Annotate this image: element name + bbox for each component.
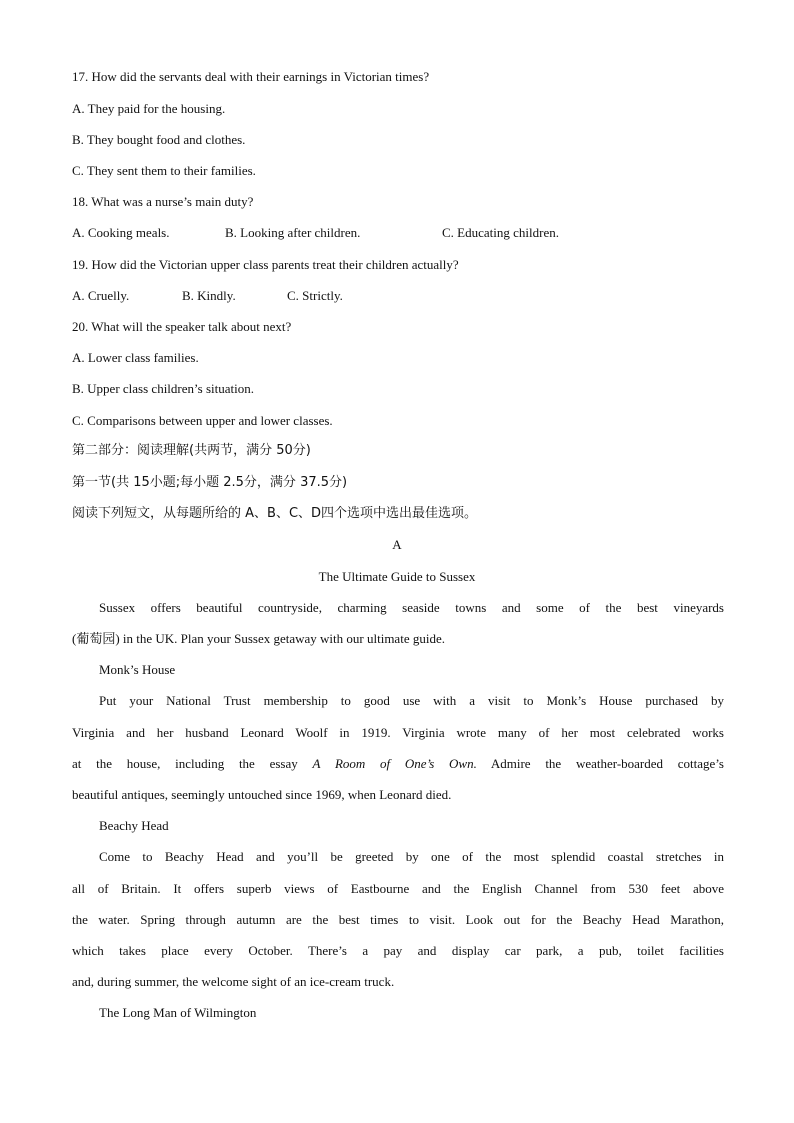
question-17-option-a: A. They paid for the housing.	[72, 101, 226, 116]
question-19-stem: 19. How did the Victorian upper class parents treat their children actually?	[72, 257, 459, 272]
question-20-stem: 20. What will the speaker talk about next?	[72, 319, 292, 334]
intro-line-2: (葡萄园) in the UK. Plan your Sussex getaway with our ultimate guide.	[72, 631, 445, 646]
monks-house-line-3	[72, 756, 724, 772]
beachy-head-line-3: the water. Spring through autumn are the best times to visit. Look out for the Beachy Head Marathon,	[72, 912, 724, 927]
monks-house-line-1: Put your National Trust membership to good use with a visit to Monk’s House purchased by	[99, 693, 724, 708]
question-18-option-a: A. Cooking meals.	[72, 225, 170, 240]
question-19-option-a: A. Cruelly.	[72, 288, 130, 303]
section-instruction: 阅读下列短文，从每题所给的 A、B、C、D四个选项中选出最佳选项。	[72, 506, 478, 521]
monks-house-line-3-end: Admire the weather-boarded cottage’s	[476, 756, 724, 771]
passage-letter: A	[392, 537, 402, 552]
question-20-option-b: B. Upper class children’s situation.	[72, 381, 254, 396]
long-man-heading: The Long Man of Wilmington	[99, 1005, 257, 1020]
section-part-title: 第二部分：阅读理解(共两节，满分 50分)	[72, 443, 311, 458]
beachy-head-line-2: all of Britain. It offers superb views of Eastbourne and the English Channel from 530 feet above	[72, 881, 724, 896]
section-sub-title: 第一节(共 15小题;每小题 2.5分，满分 37.5分)	[72, 475, 348, 490]
monks-house-line-2: Virginia and her husband Leonard Woolf in 1919. Virginia wrote many of her most celebrated works	[72, 725, 724, 740]
question-20-option-a: A. Lower class families.	[72, 350, 199, 365]
question-18-stem: 18. What was a nurse’s main duty?	[72, 194, 254, 209]
monks-house-line-4: beautiful antiques, seemingly untouched since 1969, when Leonard died.	[72, 787, 452, 802]
question-17-option-c: C. They sent them to their families.	[72, 163, 256, 178]
beachy-head-heading: Beachy Head	[99, 818, 169, 833]
question-17-option-b: B. They bought food and clothes.	[72, 132, 246, 147]
intro-line-1: Sussex offers beautiful countryside, charming seaside towns and some of the best vineyards	[99, 600, 724, 615]
passage-title: The Ultimate Guide to Sussex	[318, 569, 476, 584]
beachy-head-line-1: Come to Beachy Head and you’ll be greeted by one of the most splendid coastal stretches in	[99, 849, 724, 864]
question-19-option-b: B. Kindly.	[182, 288, 236, 303]
monks-house-line-3-start: at the house, including the essay	[72, 756, 313, 771]
question-20-option-c: C. Comparisons between upper and lower classes.	[72, 413, 333, 428]
question-19-option-c: C. Strictly.	[287, 288, 343, 303]
beachy-head-line-4: which takes place every October. There’s a pay and display car park, a pub, toilet facilities	[72, 943, 724, 958]
essay-title: A Room of One’s Own.	[312, 756, 477, 771]
question-18-option-b: B. Looking after children.	[225, 225, 361, 240]
question-17-stem: 17. How did the servants deal with their earnings in Victorian times?	[72, 69, 430, 84]
question-18-option-c: C. Educating children.	[442, 225, 559, 240]
monks-house-heading: Monk’s House	[99, 662, 176, 677]
beachy-head-line-5: and, during summer, the welcome sight of an ice-cream truck.	[72, 974, 395, 989]
